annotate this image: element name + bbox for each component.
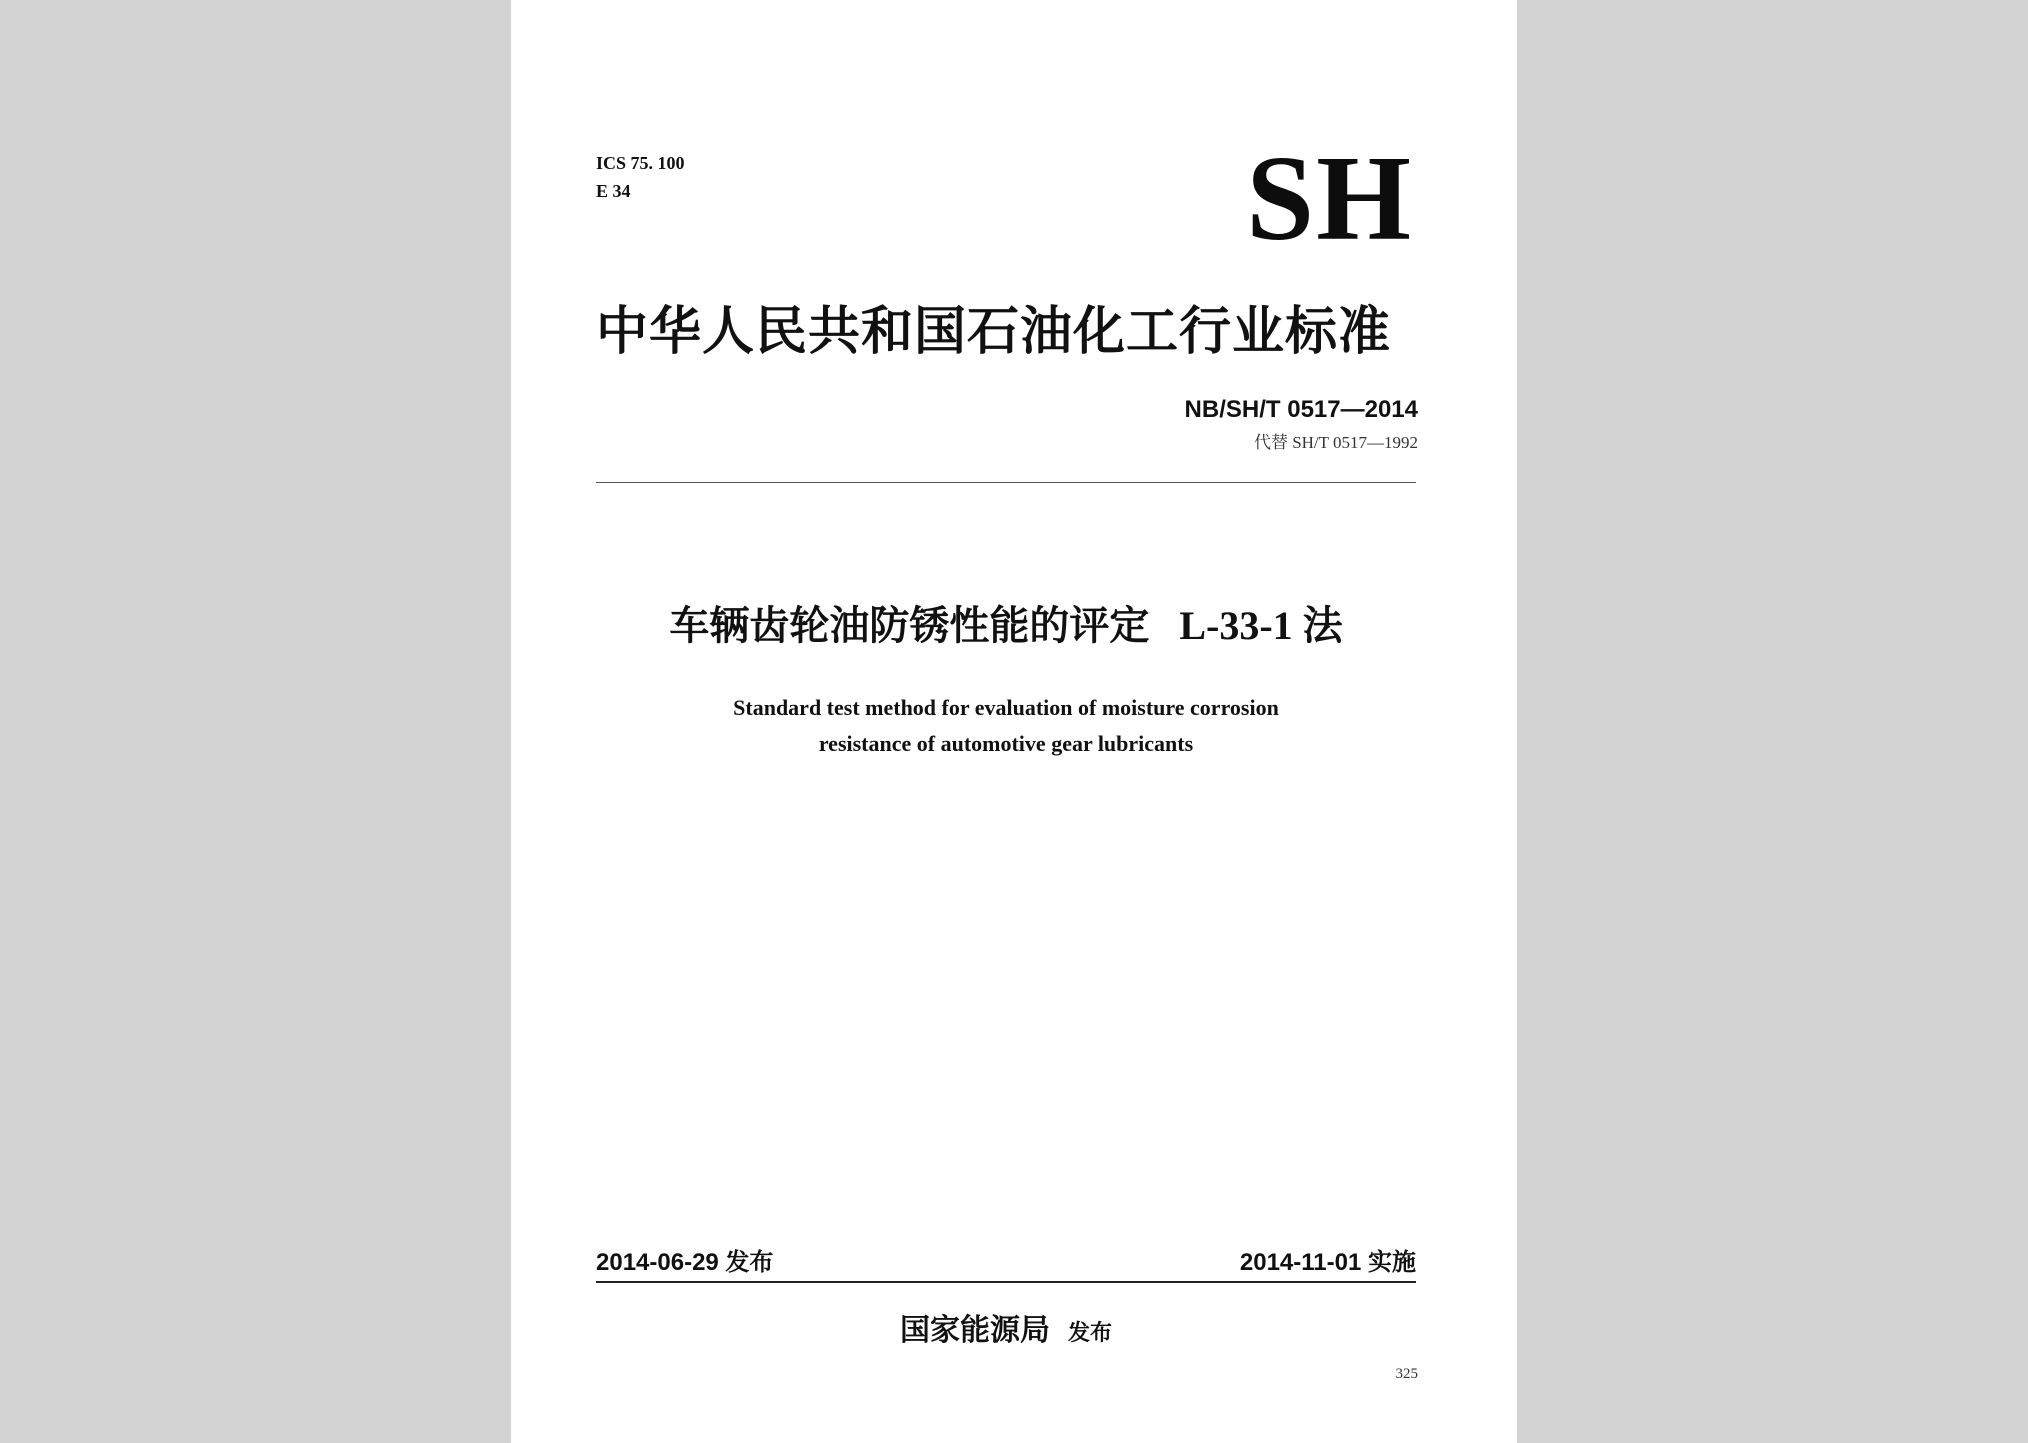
standard-number: NB/SH/T 0517—2014: [1184, 396, 1418, 423]
page-number: 325: [1395, 1366, 1418, 1382]
document-page: [511, 0, 1517, 1443]
title-en-line-1: Standard test method for evaluation of moisture corrosion: [733, 695, 1279, 720]
publisher-label: 发布: [1067, 1321, 1112, 1346]
publisher-line: [596, 1307, 1416, 1358]
publisher-name: 国家能源局: [899, 1313, 1050, 1348]
replaces-note: 代替 SH/T 0517—1992: [1253, 433, 1418, 452]
ics-code: ICS 75. 100: [596, 153, 685, 173]
document-title-en: [596, 690, 1416, 762]
dates-row: [596, 1245, 1416, 1283]
issue-date: 2014-06-29 发布: [596, 1249, 774, 1276]
sh-logo: SH: [1246, 131, 1413, 266]
classification-block: [596, 149, 685, 205]
document-title-text: 车辆齿轮油防锈性能的评定: [669, 603, 1150, 649]
document-title-cn: [596, 598, 1416, 654]
title-en-line-2: resistance of automotive gear lubricants: [818, 731, 1194, 756]
method-name: L-33-1 法: [1179, 603, 1343, 648]
ccs-code: E 34: [596, 181, 631, 201]
header-divider: [596, 482, 1416, 483]
standard-title: 中华人民共和国石油化工行业标准: [596, 302, 1392, 362]
implementation-date: 2014-11-01 实施: [1239, 1249, 1416, 1276]
